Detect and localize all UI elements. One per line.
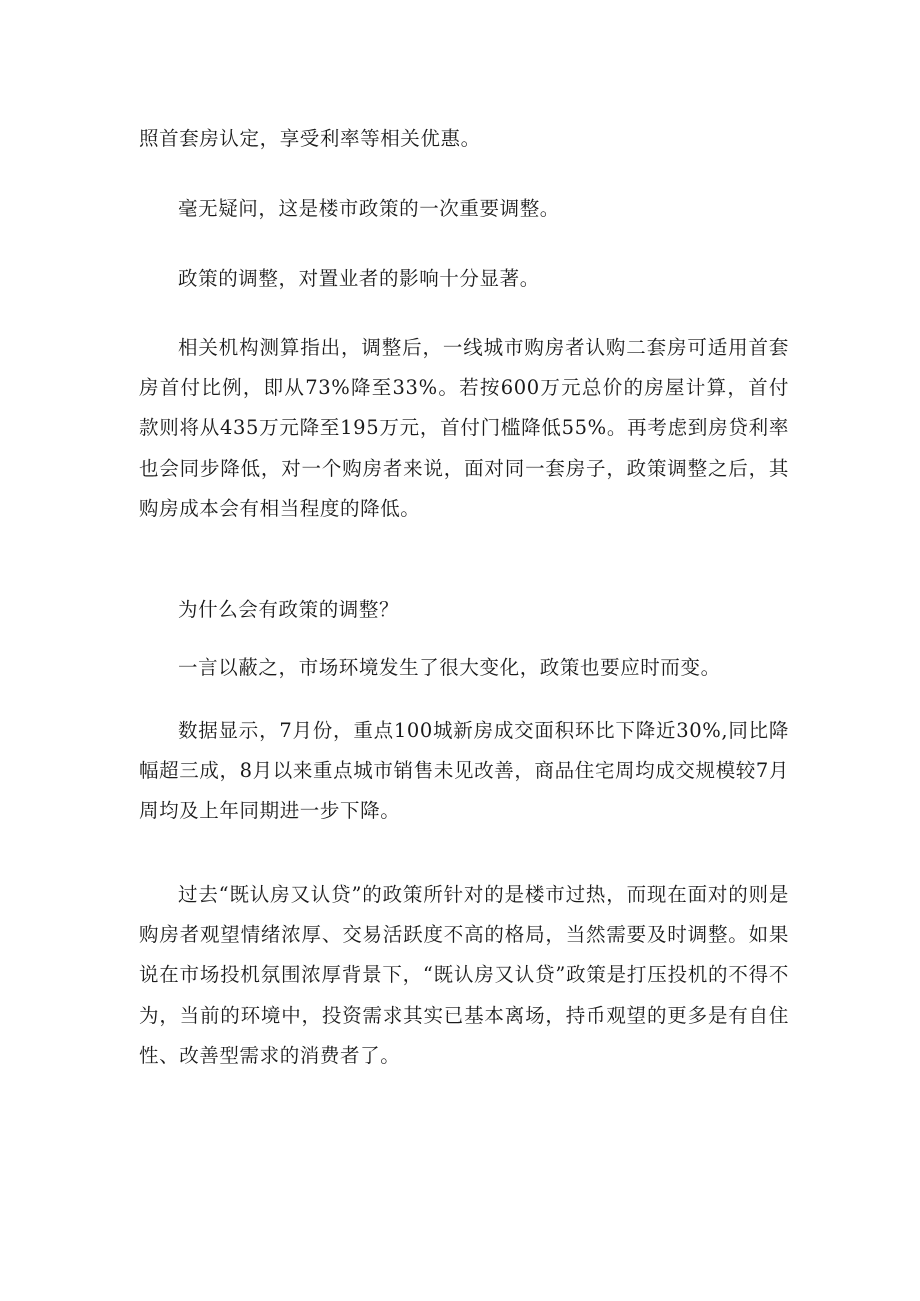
- paragraph-5: 为什么会有政策的调整？: [178, 598, 400, 621]
- paragraph-7: 数据显示，7月份，重点100城新房成交面积环比下降近30%,同比降幅超三成，8月以来重点城市销售未见改善，商品住宅周均成交规模较7月周均及上年同期进一步下降。: [139, 719, 789, 823]
- paragraph-8: 过去“既认房又认贷”的政策所针对的是楼市过热，而现在面对的则是购房者观望情绪浓厚、交易活跃度不高的格局，当然需要及时调整。如果说在市场投机氛围浓厚背景下，“既认房又认贷”政策是打压投机的不得不为，当前的环境中，投资需求其实已基本离场，持币观望的更多是有自住性、改善型需求的消费者了。: [139, 883, 789, 1067]
- paragraph-3: 政策的调整，对置业者的影响十分显著。: [178, 267, 540, 290]
- paragraph-6: 一言以蔽之，市场环境发生了很大变化，政策也要应时而变。: [178, 656, 721, 679]
- paragraph-2: 毫无疑问，这是楼市政策的一次重要调整。: [178, 197, 560, 220]
- paragraph-4: 相关机构测算指出，调整后，一线城市购房者认购二套房可适用首套房首付比例，即从73%降至33%。若按600万元总价的房屋计算，首付款则将从435万元降至195万元，首付门槛降低55%。再考虑到房贷利率也会同步降低，对一个购房者来说，面对同一套房子，政策调整之后，其购房成本会有相当程度的降低。: [139, 336, 789, 520]
- paragraph-1: 照首套房认定，享受利率等相关优惠。: [139, 127, 481, 150]
